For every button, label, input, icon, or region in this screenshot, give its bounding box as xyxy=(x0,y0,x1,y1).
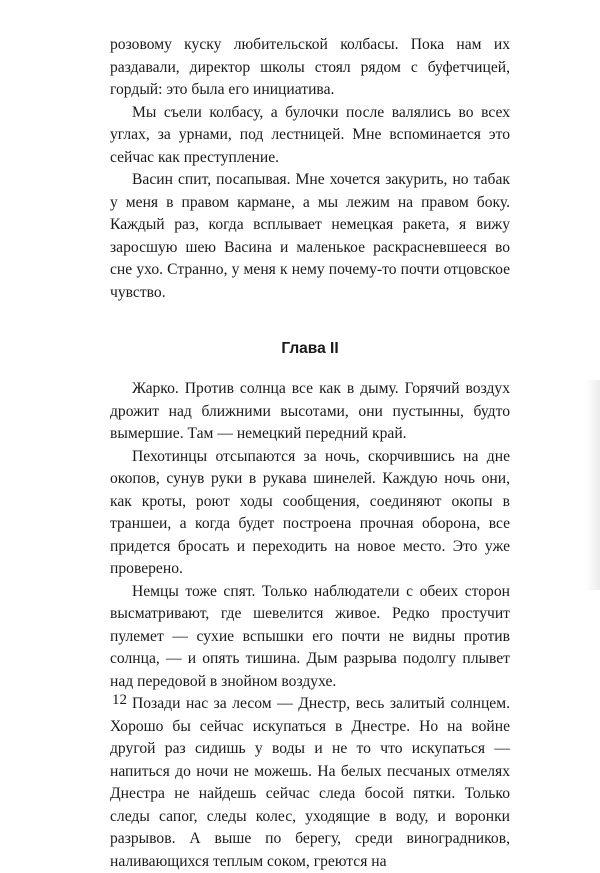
page-body xyxy=(110,34,510,873)
paragraph-7: Позади нас за лесом — Днестр, весь залитый солнцем. Хорошо бы сейчас искупаться в Днестре. Но на войне другой раз сидишь у воды и не то что искупаться — напиться до ночи не можешь. На белых песчаных отмелях Днестра не найдешь сейчас следа босой пятки. Только следы сапог, следы колес, уходящие в воду, и воронки разрывов. А выше по берегу, среди виноградников, наливающихся теплым соком, греются на xyxy=(110,695,510,870)
chapter-title: Глава II xyxy=(281,340,339,357)
paragraph-4: Жарко. Против солнца все как в дыму. Горячий воздух дрожит над ближними высотами, они пустынны, будто вымершие. Там — немецкий передний край. xyxy=(110,380,510,442)
page-edge-shadow xyxy=(586,380,600,590)
paragraph-6: Немцы тоже спят. Только наблюдатели с обеих сторон высматривают, где шевелится живое. Редко простучит пулемет — сухие вспышки его почти не видны против солнца, — и опять тишина. Дым разрыва подолгу плывет над передовой в знойном воздухе. xyxy=(110,582,510,690)
paragraph-1: розовому куску любительской колбасы. Пока нам их раздавали, директор школы стоял рядом с буфетчицей, гордый: это была его инициатива. xyxy=(110,36,510,98)
paragraph-2: Мы съели колбасу, а булочки после валялись во всех углах, за урнами, под лестницей. Мне вспоминается это сейчас как преступление. xyxy=(110,103,510,166)
page-number: 12 xyxy=(112,692,127,708)
paragraph-3: Васин спит, посапывая. Мне хочется закурить, но табак у меня в правом кармане, а мы лежим на правом боку. Каждый раз, когда всплывает немецкая ракета, я вижу заросшую шею Васина и маленькое раскрасневшееся во сне ухо. Странно, у меня к нему почему-то почти отцовское чувство. xyxy=(110,171,510,301)
paragraph-5: Пехотинцы отсыпаются за ночь, скорчившись на дне окопов, сунув руки в рукава шинелей. Каждую ночь они, как кроты, роют ходы сообщения, соединяют окопы в траншеи, а когда будет построена прочная оборона, все придется бросать и переходить на новое место. Это уже проверено. xyxy=(110,447,510,577)
